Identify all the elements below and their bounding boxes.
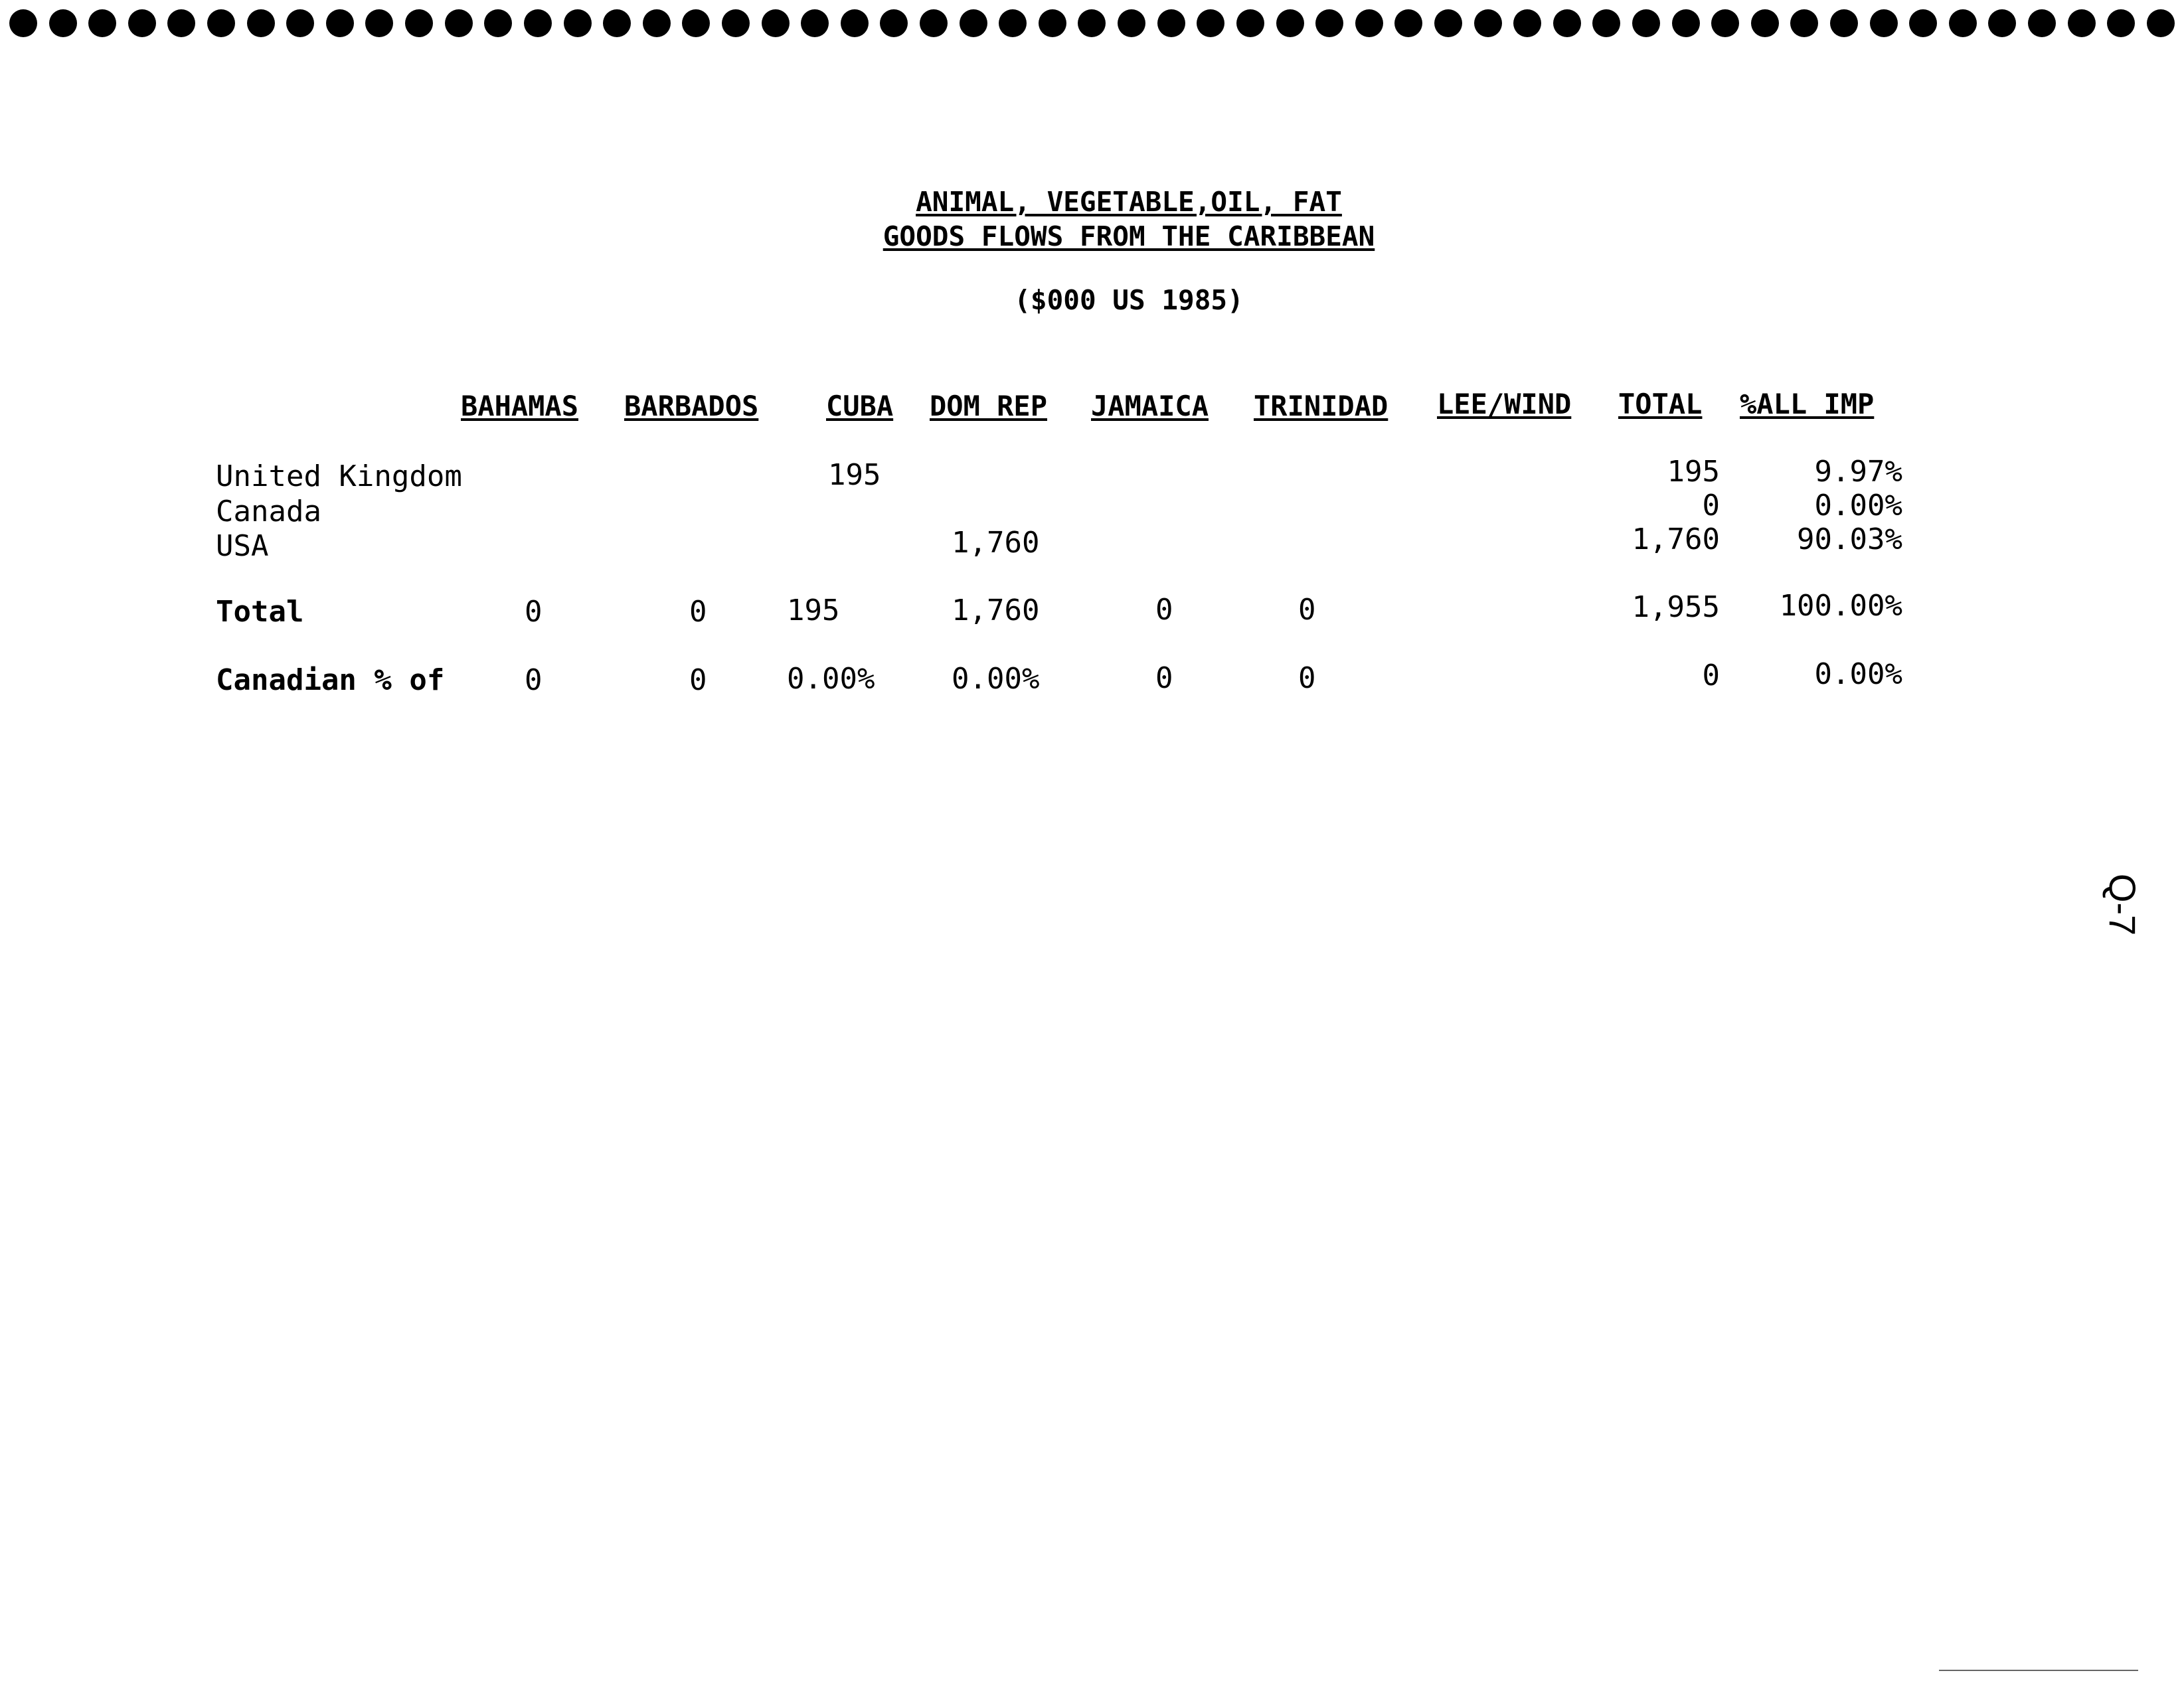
punch-hole bbox=[1592, 9, 1620, 37]
row-label-canadian-pct: Canadian % of bbox=[216, 663, 445, 697]
cell-total-total: 1,955 bbox=[1632, 590, 1720, 624]
punch-hole bbox=[1315, 9, 1343, 37]
punch-hole bbox=[999, 9, 1027, 37]
punch-hole bbox=[801, 9, 829, 37]
punch-hole bbox=[1553, 9, 1581, 37]
punch-hole bbox=[1988, 9, 2016, 37]
cell-canadian-barbados: 0 bbox=[689, 663, 707, 697]
punch-hole bbox=[2028, 9, 2056, 37]
cell-usa-pct: 90.03% bbox=[1797, 522, 1902, 556]
punch-hole bbox=[920, 9, 948, 37]
cell-canadian-dom-rep: 0.00% bbox=[952, 662, 1040, 696]
punch-hole bbox=[1355, 9, 1383, 37]
punch-hole bbox=[2147, 9, 2175, 37]
row-label-usa: USA bbox=[216, 529, 269, 563]
punch-hole bbox=[88, 9, 116, 37]
col-header-lee-wind: LEE/WIND bbox=[1437, 388, 1572, 420]
cell-canadian-cuba: 0.00% bbox=[787, 662, 875, 696]
punch-hole bbox=[1830, 9, 1858, 37]
row-label-canada: Canada bbox=[216, 495, 321, 528]
punch-hole bbox=[1157, 9, 1185, 37]
punch-hole bbox=[365, 9, 393, 37]
punch-hole bbox=[1909, 9, 1937, 37]
cell-total-dom-rep: 1,760 bbox=[952, 594, 1040, 627]
punch-hole bbox=[326, 9, 354, 37]
bottom-rule bbox=[1939, 1670, 2138, 1671]
punch-hole bbox=[1751, 9, 1779, 37]
punch-hole bbox=[524, 9, 552, 37]
col-header-pct-all-imp: %ALL IMP bbox=[1740, 388, 1875, 420]
punch-hole bbox=[207, 9, 235, 37]
punch-hole bbox=[2068, 9, 2096, 37]
cell-usa-dom-rep: 1,760 bbox=[952, 526, 1040, 560]
punch-hole bbox=[564, 9, 592, 37]
punch-hole bbox=[1236, 9, 1264, 37]
row-label-total: Total bbox=[216, 595, 304, 629]
punch-hole bbox=[880, 9, 908, 37]
punch-hole bbox=[762, 9, 790, 37]
title-line-2: GOODS FLOWS FROM THE CARIBBEAN bbox=[882, 220, 1375, 252]
cell-canada-pct: 0.00% bbox=[1814, 489, 1902, 522]
cell-canadian-total: 0 bbox=[1702, 659, 1720, 692]
cell-total-cuba: 195 bbox=[787, 594, 840, 627]
col-header-total: TOTAL bbox=[1618, 388, 1703, 420]
punch-hole bbox=[1394, 9, 1422, 37]
cell-uk-total: 195 bbox=[1667, 455, 1720, 489]
col-header-trinidad: TRINIDAD bbox=[1254, 390, 1388, 422]
punch-hole bbox=[643, 9, 671, 37]
units-line: ($000 US 1985) bbox=[1014, 284, 1244, 316]
punch-hole bbox=[1197, 9, 1224, 37]
cell-total-trinidad: 0 bbox=[1298, 593, 1316, 627]
punch-hole bbox=[1672, 9, 1700, 37]
cell-canadian-trinidad: 0 bbox=[1298, 661, 1316, 695]
cell-canadian-pct: 0.00% bbox=[1814, 657, 1902, 691]
punch-hole bbox=[1474, 9, 1502, 37]
punch-hole bbox=[960, 9, 987, 37]
cell-canadian-bahamas: 0 bbox=[525, 663, 543, 697]
cell-canadian-jamaica: 0 bbox=[1155, 661, 1173, 695]
punch-hole bbox=[1632, 9, 1660, 37]
punch-hole bbox=[1118, 9, 1145, 37]
punch-hole bbox=[1949, 9, 1977, 37]
punch-hole bbox=[247, 9, 275, 37]
punch-hole bbox=[682, 9, 710, 37]
punch-hole bbox=[286, 9, 314, 37]
punch-hole bbox=[603, 9, 631, 37]
punch-hole bbox=[1711, 9, 1739, 37]
punch-hole bbox=[1276, 9, 1304, 37]
punch-hole bbox=[9, 9, 37, 37]
cell-total-jamaica: 0 bbox=[1155, 593, 1173, 627]
punch-hole bbox=[2107, 9, 2135, 37]
punch-hole bbox=[1434, 9, 1462, 37]
punch-hole bbox=[405, 9, 433, 37]
punch-hole bbox=[1078, 9, 1106, 37]
cell-canada-total: 0 bbox=[1702, 489, 1720, 522]
col-header-barbados: BARBADOS bbox=[624, 390, 759, 422]
col-header-jamaica: JAMAICA bbox=[1091, 390, 1209, 422]
cell-total-pct: 100.00% bbox=[1779, 589, 1902, 623]
punch-hole bbox=[484, 9, 512, 37]
row-label-united-kingdom: United Kingdom bbox=[216, 459, 462, 493]
punch-hole bbox=[1790, 9, 1818, 37]
cell-uk-cuba: 195 bbox=[828, 458, 881, 492]
punch-hole bbox=[1039, 9, 1066, 37]
punch-hole bbox=[167, 9, 195, 37]
col-header-dom-rep: DOM REP bbox=[930, 390, 1048, 422]
punch-hole bbox=[841, 9, 869, 37]
punch-hole bbox=[445, 9, 473, 37]
punch-hole bbox=[1513, 9, 1541, 37]
tractor-feed-strip bbox=[0, 0, 2184, 46]
col-header-bahamas: BAHAMAS bbox=[461, 390, 579, 422]
punch-hole bbox=[128, 9, 156, 37]
page-number: Q-7 bbox=[2102, 873, 2144, 936]
cell-total-barbados: 0 bbox=[689, 595, 707, 629]
punch-hole bbox=[722, 9, 750, 37]
punch-hole bbox=[49, 9, 77, 37]
title-line-1: ANIMAL, VEGETABLE,OIL, FAT bbox=[916, 186, 1342, 218]
col-header-cuba: CUBA bbox=[826, 390, 894, 422]
cell-usa-total: 1,760 bbox=[1632, 522, 1720, 556]
cell-total-bahamas: 0 bbox=[525, 595, 543, 629]
punch-hole bbox=[1870, 9, 1898, 37]
cell-uk-pct: 9.97% bbox=[1814, 455, 1902, 489]
title-block bbox=[0, 185, 2184, 316]
